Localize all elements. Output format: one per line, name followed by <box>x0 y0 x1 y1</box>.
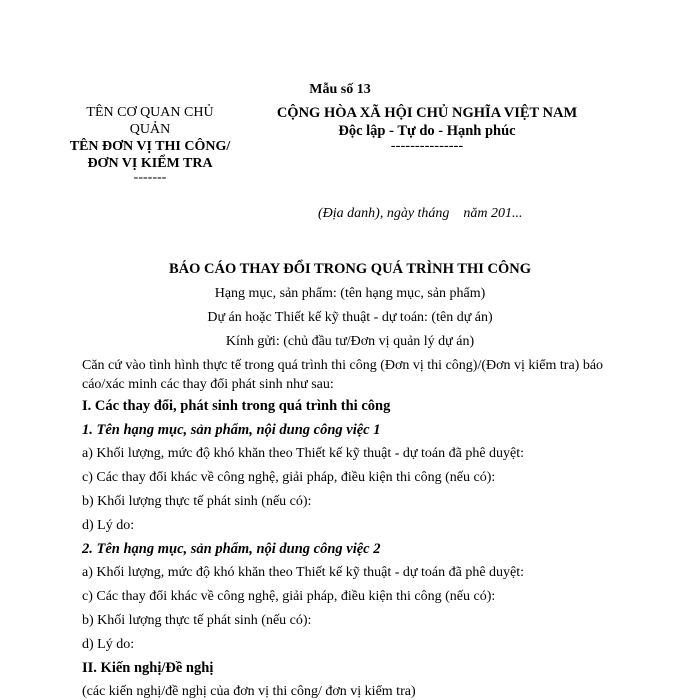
agency-name-line1: TÊN CƠ QUAN CHỦ <box>86 105 214 120</box>
left-header-dash: ------- <box>133 170 167 185</box>
date-line: (Địa danh), ngày tháng năm 201... <box>318 206 523 221</box>
document-title: BÁO CÁO THAY ĐỔI TRONG QUÁ TRÌNH THI CÔNG <box>168 261 532 277</box>
subtitle-project: Dự án hoặc Thiết kế kỹ thuật - dự toán: (tên dự án) <box>207 310 493 325</box>
right-header <box>262 104 592 152</box>
item2-heading: 2. Tên hạng mục, sản phẩm, nội dung công việc 2 <box>82 541 381 557</box>
motto: Độc lập - Tự do - Hạnh phúc <box>338 123 516 139</box>
nation-title: CỘNG HÒA XÃ HỘI CHỦ NGHĨA VIỆT NAM <box>276 105 578 121</box>
section1-heading: I. Các thay đổi, phát sinh trong quá trình thi công <box>82 398 391 414</box>
item2-line-c: c) Các thay đổi khác về công nghệ, giải pháp, điều kiện thi công (nếu có): <box>82 589 496 604</box>
subtitle-recipient: Kính gửi: (chủ đầu tư/Đơn vị quản lý dự án) <box>225 334 475 349</box>
item2-line-b: b) Khối lượng thực tế phát sinh (nếu có): <box>82 613 312 628</box>
unit-name-line2: ĐƠN VỊ KIỂM TRA <box>87 156 213 171</box>
right-header-dash: --------------- <box>390 138 464 154</box>
item1-line-a: a) Khối lượng, mức độ khó khăn theo Thiết kế kỹ thuật - dự toán đã phê duyệt: <box>82 446 525 461</box>
intro-paragraph: Căn cứ vào tình hình thực tế trong quá trình thi công (Đơn vị thi công)/(Đơn vị kiểm tra) báo cáo/xác minh các thay đổi phát sinh như sau: <box>82 358 604 392</box>
item1-line-d: d) Lý do: <box>82 518 135 533</box>
unit-name-line1: TÊN ĐƠN VỊ THI CÔNG/ <box>69 139 231 154</box>
item1-line-b: b) Khối lượng thực tế phát sinh (nếu có): <box>82 494 312 509</box>
item1-heading: 1. Tên hạng mục, sản phẩm, nội dung công việc 1 <box>82 422 381 438</box>
item2-line-d: d) Lý do: <box>82 637 135 652</box>
item1-line-c: c) Các thay đổi khác về công nghệ, giải pháp, điều kiện thi công (nếu có): <box>82 470 496 485</box>
section2-heading: II. Kiến nghị/Đề nghị <box>82 660 214 676</box>
section2-note: (các kiến nghị/đề nghị của đơn vị thi công/ đơn vị kiểm tra) <box>82 684 416 699</box>
agency-name-line2: QUẢN <box>129 122 171 137</box>
left-header <box>60 104 240 184</box>
subtitle-item: Hạng mục, sản phẩm: (tên hạng mục, sản phẩm) <box>214 286 486 301</box>
item2-line-a: a) Khối lượng, mức độ khó khăn theo Thiết kế kỹ thuật - dự toán đã phê duyệt: <box>82 565 525 580</box>
form-number: Mẫu số 13 <box>309 82 371 97</box>
